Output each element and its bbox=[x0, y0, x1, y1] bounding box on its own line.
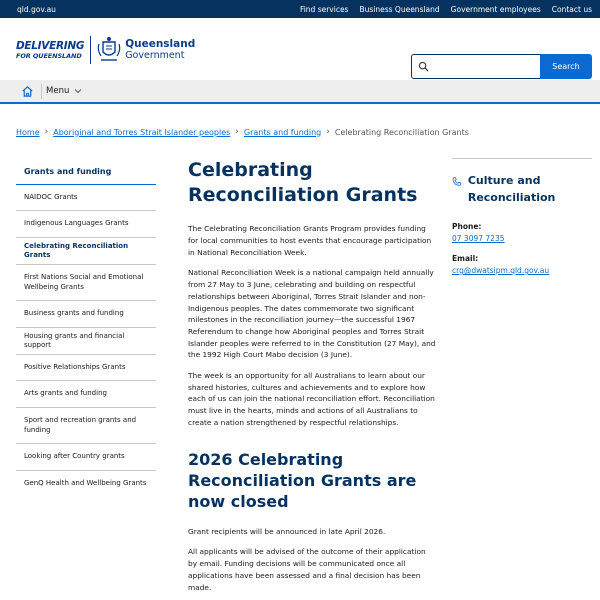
site-link[interactable]: qld.gov.au bbox=[17, 5, 56, 14]
phone-link[interactable]: 07 3097 7235 bbox=[452, 234, 505, 243]
outcome-paragraph: All applicants will be advised of the outcome of their application by email. Funding decisions will be communicated once all applications have been assessed and a final decision has been made. bbox=[188, 547, 426, 592]
contact-heading bbox=[452, 173, 592, 206]
coat-of-arms-icon bbox=[97, 36, 121, 64]
email-link[interactable]: crg@dwatsipm.qld.gov.au bbox=[452, 266, 550, 275]
breadcrumb-separator-icon: › bbox=[235, 127, 239, 137]
top-utility-bar bbox=[0, 0, 600, 18]
opportunity-paragraph: The week is an opportunity for all Australians to learn about our shared histories, cultures and achievements and to explore how each of us can join the national reconciliation effort. Reconciliation must live in the hearts, minds and actions of all Australians to create a nation strengthened by respectful relationships. bbox=[188, 370, 435, 427]
breadcrumb-separator-icon: › bbox=[44, 127, 49, 137]
breadcrumb-current: Celebrating Reconciliation Grants bbox=[334, 127, 469, 137]
phone-icon bbox=[452, 175, 462, 188]
closed-heading: 2026 Celebrating Reconciliation Grants are now closed bbox=[188, 450, 417, 511]
sidebar-item-celebrating-reconciliation[interactable]: Celebrating Reconciliation Grants bbox=[16, 238, 156, 265]
search-icon bbox=[418, 61, 429, 72]
search-input[interactable] bbox=[411, 54, 541, 79]
page-title: Celebrating Reconciliation Grants bbox=[188, 159, 418, 206]
sidebar-item-indigenous-languages[interactable]: Indigenous Languages Grants bbox=[16, 211, 156, 238]
nav-divider bbox=[41, 84, 42, 99]
sidebar-item-housing-grants[interactable]: Housing grants and financial support bbox=[16, 328, 156, 355]
breadcrumb-home[interactable]: Home bbox=[16, 127, 40, 137]
contact-title: Culture and Reconciliation bbox=[467, 174, 556, 204]
main-nav-bar bbox=[0, 80, 600, 104]
delivering-logo: DELIVERING FOR QUEENSLAND bbox=[16, 40, 85, 60]
contact-us-link[interactable]: Contact us bbox=[551, 5, 592, 14]
intro-paragraph: The Celebrating Reconciliation Grants Program provides funding for local communities to host events that encourage participation in National Reconciliation Week. bbox=[188, 224, 432, 257]
announcement-paragraph: Grant recipients will be announced in late April 2026. bbox=[188, 526, 386, 536]
phone-label: Phone: bbox=[452, 222, 482, 231]
search-button[interactable]: Search bbox=[540, 54, 592, 79]
sidebar-item-looking-after-country[interactable]: Looking after Country grants bbox=[16, 444, 156, 471]
sidebar-title[interactable]: Grants and funding bbox=[16, 158, 156, 185]
sidebar-item-naidoc[interactable]: NAIDOC Grants bbox=[16, 185, 156, 211]
chevron-down-icon bbox=[74, 88, 82, 94]
breadcrumb-separator-icon: › bbox=[326, 127, 330, 137]
sidebar-item-arts-grants[interactable]: Arts grants and funding bbox=[16, 381, 156, 408]
sidebar-item-business-grants[interactable]: Business grants and funding bbox=[16, 301, 156, 328]
find-services-link[interactable]: Find services bbox=[299, 5, 349, 14]
breadcrumb bbox=[16, 127, 469, 137]
utility-links bbox=[300, 5, 592, 14]
site-search bbox=[411, 54, 592, 79]
site-header bbox=[0, 18, 600, 80]
sidebar-item-first-nations-wellbeing[interactable]: First Nations Social and Emotional Wellbeing Grants bbox=[16, 265, 156, 301]
business-queensland-link[interactable]: Business Queensland bbox=[359, 5, 440, 14]
reconciliation-week-paragraph: National Reconciliation Week is a national campaign held annually from 27 May to 3 June, celebrating and building on respectful relationships between Aboriginal, Torres Strait Islander and non-Indigenous peoples. The dates commemorate two significant milestones in the reconciliation journey—the successful 1967 Referendum to change how Aboriginal peoples and Torres Strait Islander peoples were referred to in the Constitution (27 May), and the 1992 High Court Mabo decision (3 June). bbox=[188, 268, 436, 360]
qld-government-wordmark: Queensland Government bbox=[125, 38, 196, 61]
brand-logo[interactable] bbox=[16, 36, 195, 64]
home-icon[interactable] bbox=[21, 85, 34, 98]
section-sidebar bbox=[16, 158, 156, 497]
sidebar-item-sport-recreation[interactable]: Sport and recreation grants and funding bbox=[16, 408, 156, 444]
sidebar-item-positive-relationships[interactable]: Positive Relationships Grants bbox=[16, 355, 156, 381]
email-label: Email: bbox=[452, 254, 479, 263]
contact-panel bbox=[452, 158, 592, 275]
government-employees-link[interactable]: Government employees bbox=[450, 5, 541, 14]
breadcrumb-grants-funding[interactable]: Grants and funding bbox=[243, 127, 322, 137]
main-content bbox=[188, 158, 436, 600]
sidebar-item-genq-health[interactable]: GenQ Health and Wellbeing Grants bbox=[24, 479, 147, 488]
menu-button[interactable] bbox=[46, 86, 82, 96]
menu-label: Menu bbox=[46, 86, 70, 96]
brand-divider bbox=[90, 36, 91, 64]
breadcrumb-aboriginal-torres-strait[interactable]: Aboriginal and Torres Strait Islander peoples bbox=[53, 127, 231, 137]
